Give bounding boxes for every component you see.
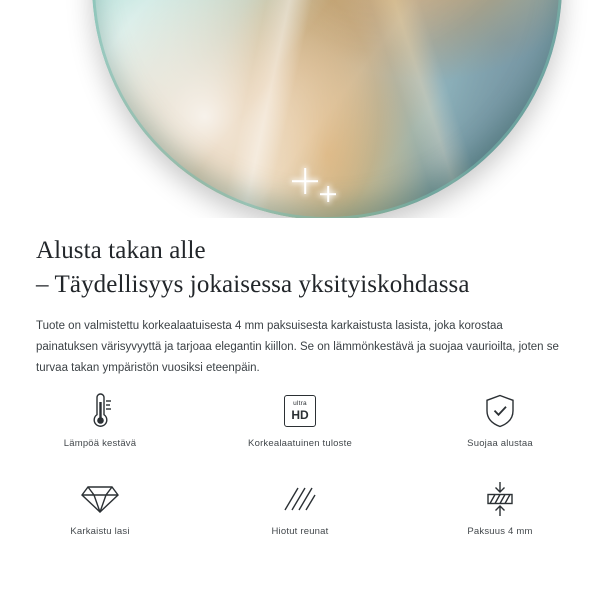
thickness-arrows-icon <box>482 478 518 520</box>
hero-image <box>0 0 600 218</box>
headline-line-2: – Täydellisyys jokaisessa yksityiskohdassa <box>36 271 470 298</box>
sparkle-icon <box>320 186 336 202</box>
ultra-hd-icon <box>284 390 316 432</box>
page-title <box>0 218 600 302</box>
sparkle-icon <box>292 168 318 194</box>
feature-grid <box>0 390 600 556</box>
feature-label: Hiotut reunat <box>271 526 329 537</box>
ultra-hd-badge-bottom: HD <box>291 407 309 422</box>
polished-edges-icon <box>282 478 318 520</box>
content-block <box>0 218 600 379</box>
feature-protects-surface <box>400 390 600 468</box>
feature-heat-resistant <box>0 390 200 468</box>
thermometer-icon <box>83 390 117 432</box>
feature-label: Karkaistu lasi <box>70 526 130 537</box>
headline-line-1: Alusta takan alle <box>36 237 206 264</box>
feature-polished-edges <box>200 478 400 556</box>
feature-high-quality-print <box>200 390 400 468</box>
feature-label: Paksuus 4 mm <box>467 526 533 537</box>
diamond-icon <box>81 478 119 520</box>
feature-label: Suojaa alustaa <box>467 438 533 449</box>
feature-label: Lämpöä kestävä <box>63 438 137 449</box>
ultra-hd-badge-top: ultra <box>293 400 307 408</box>
feature-thickness <box>400 478 600 556</box>
feature-label: Korkealaatuinen tuloste <box>248 438 352 449</box>
feature-tempered-glass <box>0 478 200 556</box>
shield-check-icon <box>484 390 516 432</box>
description-paragraph: Tuote on valmistettu korkealaatuisesta 4 mm paksuisesta karkaistusta lasista, joka korostaa painatuksen värisyvyyttä ja tarjoaa elegantin kiillon. Se on lämmönkestävä ja suojaa vaurioilta, joten se turvaa takan ympäristön vuosiksi eteenpäin. <box>36 320 559 374</box>
